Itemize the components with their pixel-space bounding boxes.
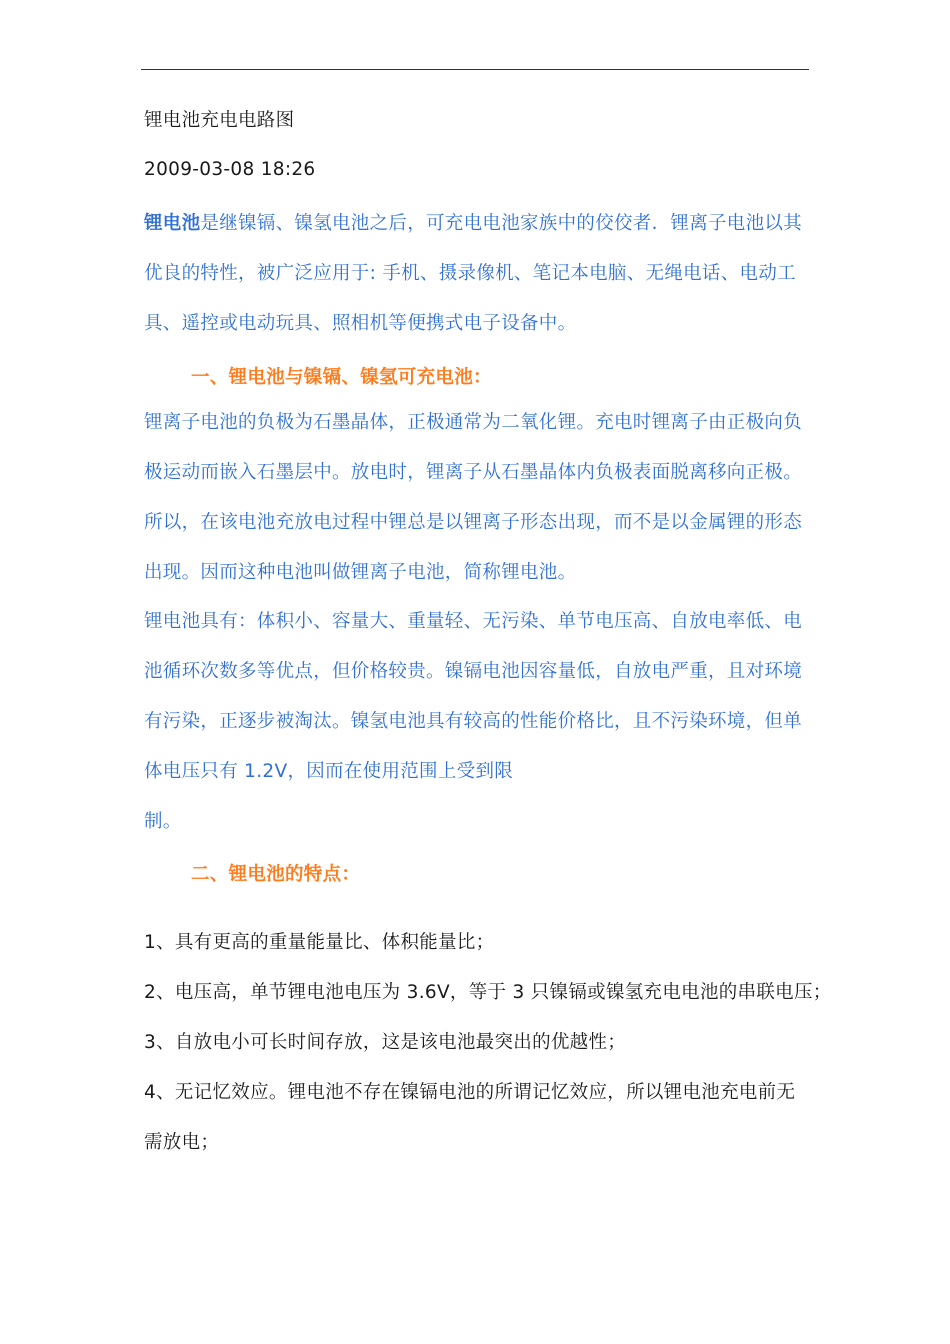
- section1-para1-line-4: 出现。因而这种电池叫做锂离子电池，简称锂电池。: [144, 562, 577, 583]
- intro-lead-term: 锂电池: [144, 213, 201, 234]
- intro-line-1-text: 是继镍镉、镍氢电池之后，可充电电池家族中的佼佼者．锂离子电池以其: [200, 213, 803, 234]
- section1-para2-line-1: 锂电池具有：体积小、容量大、重量轻、无污染、单节电压高、自放电率低、电: [144, 611, 803, 632]
- section1-para1-line-1: 锂离子电池的负极为石墨晶体，正极通常为二氧化锂。充电时锂离子由正极向负: [144, 412, 803, 433]
- section1-para2-line-3: 有污染，正逐步被淘汰。镍氢电池具有较高的性能价格比，且不污染环境，但单: [144, 711, 803, 732]
- intro-line-3: 具、遥控或电动玩具、照相机等便携式电子设备中。: [144, 313, 577, 334]
- intro-line-1: [144, 211, 802, 237]
- header-rule: [141, 69, 809, 70]
- section1-heading: 一、锂电池与镍镉、镍氢可充电池：: [191, 367, 492, 388]
- section1-para2-line-4: 体电压只有 1.2V，因而在使用范围上受到限: [144, 761, 514, 782]
- feature-item-4-continued: 需放电；: [144, 1132, 220, 1153]
- feature-item-4: 4、无记忆效应。锂电池不存在镍镉电池的所谓记忆效应，所以锂电池充电前无: [144, 1082, 796, 1103]
- feature-item-1: 1、具有更高的重量能量比、体积能量比；: [144, 932, 495, 953]
- section2-heading: 二、锂电池的特点：: [191, 864, 361, 885]
- intro-line-2: 优良的特性，被广泛应用于: 手机、摄录像机、笔记本电脑、无绳电话、电动工: [144, 263, 796, 284]
- feature-item-3: 3、自放电小可长时间存放，这是该电池最突出的优越性；: [144, 1032, 627, 1053]
- feature-item-2: 2、电压高，单节锂电池电压为 3.6V，等于 3 只镍镉或镍氢充电电池的串联电压；: [144, 982, 832, 1003]
- document-date: 2009-03-08 18:26: [144, 159, 316, 180]
- section1-para1-line-2: 极运动而嵌入石墨层中。放电时，锂离子从石墨晶体内负极表面脱离移向正极。: [144, 462, 803, 483]
- section1-para2-line-2: 池循环次数多等优点，但价格较贵。镍镉电池因容量低，自放电严重，且对环境: [144, 661, 803, 682]
- section1-para2-line-5: 制。: [144, 811, 182, 832]
- section1-para1-line-3: 所以，在该电池充放电过程中锂总是以锂离子形态出现，而不是以金属锂的形态: [144, 512, 803, 533]
- document-title: 锂电池充电电路图: [144, 110, 295, 131]
